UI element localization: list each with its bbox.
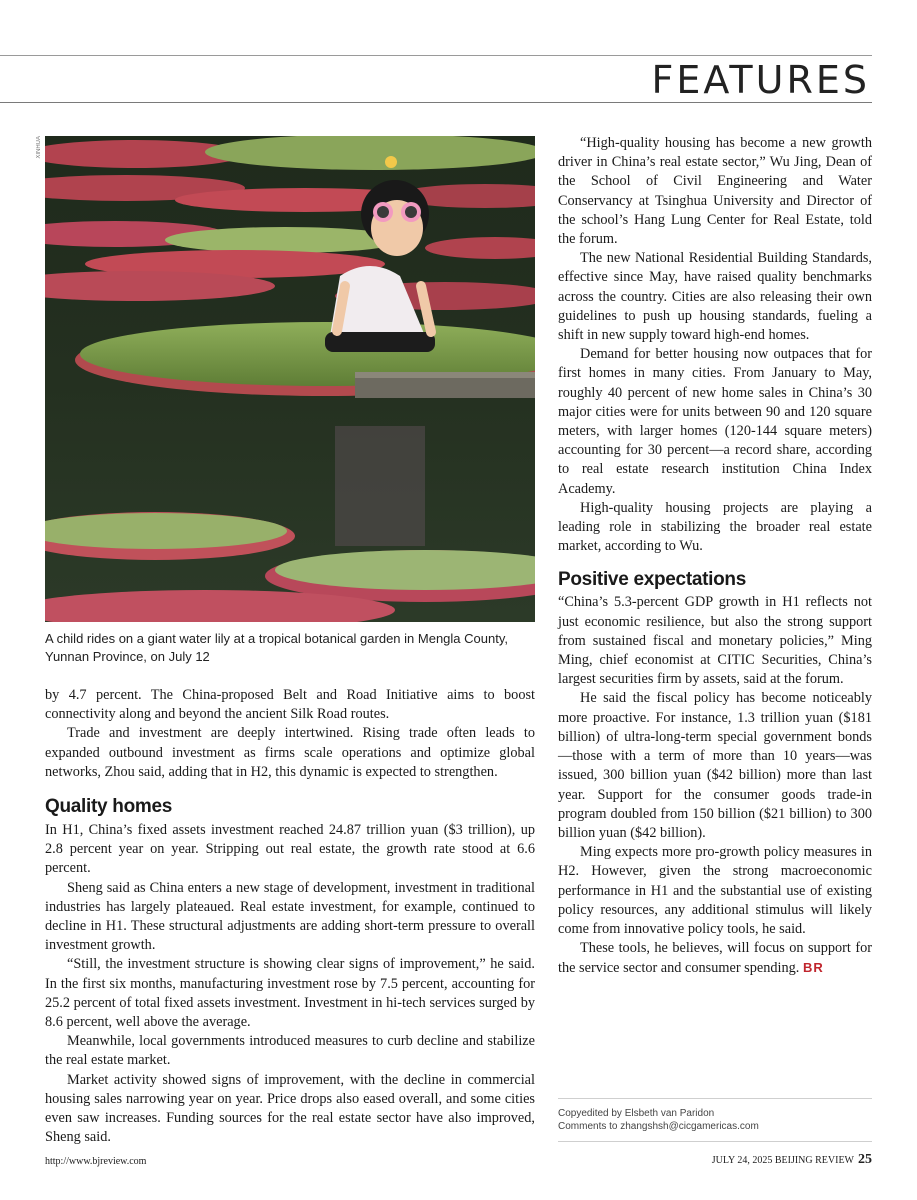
paragraph: Market activity showed signs of improvement, with the decline in commercial housing sales narrowing year on year. Price drops also eased overall, and some cities even saw increases. Funding sources for the real estate sector have also improved, Sheng said. (45, 1071, 535, 1146)
section-heading-quality-homes: Quality homes (45, 796, 173, 818)
left-column (45, 686, 535, 1147)
footer-url[interactable]: http://www.bjreview.com (45, 1156, 147, 1167)
paragraph-text: These tools, he believes, will focus on support for the service sector and consumer spending. (558, 940, 872, 977)
section-heading-positive-expectations: Positive expectations (558, 569, 746, 591)
paragraph: Trade and investment are deeply intertwined. Rising trade often leads to expanded outbound investment as firms scale operations and optimize global networks, Zhou said, adding that in H2, this dynamic is expected to strengthen. (45, 725, 535, 780)
photo-credit: XINHUA (36, 136, 42, 159)
paragraph: He said the fiscal policy has become noticeably more proactive. For instance, 1.3 trillion yuan ($181 billion) of ultra-long-term special government bonds—those with a term of more than 10 years—was issued, 300 billion yuan ($42 billion) more than last year. Support for the consumer goods trade-in program doubled from 150 billion ($21 billion) to 300 billion yuan ($42 billion). (558, 690, 872, 841)
copyedit-box (558, 1098, 872, 1142)
right-column (558, 134, 872, 979)
photo-caption: A child rides on a giant water lily at a tropical botanical garden in Mengla County, Yunnan Province, on July 12 (45, 631, 508, 664)
page-number: 25 (858, 1152, 872, 1167)
top-rule (0, 55, 872, 56)
issue-date: JULY 24, 2025 BEIJING REVIEW (711, 1155, 854, 1166)
paragraph: Ming expects more pro-growth policy measures in H2. However, given the strong macroeconomic performance in H1 and the substantial use of existing policy resources, any additional stimulus will likely come from innovative policy tools, he said. (558, 844, 872, 937)
paragraph-final (558, 939, 872, 978)
paragraph: In H1, China’s fixed assets investment reached 24.87 trillion yuan ($3 trillion), up 2.8 percent year on year. Stripping out real estate, the growth rate stood at 6.6 percent. (45, 822, 535, 877)
paragraph: The new National Residential Building Standards, effective since May, have raised quality benchmarks across the country. Cities are also releasing their own guidelines to push up housing standards, fueling a shift in new supply toward high-end homes. (558, 250, 872, 344)
paragraph: Demand for better housing now outpaces that for first homes in many cities. From January to May, roughly 40 percent of new home sales in China’s 30 major cities were for units between 90 and 120 square meters, with larger homes (120-144 square meters) accounting for 30 percent—a record share, according to real estate research institution China Index Academy. (558, 346, 872, 497)
end-mark: BR (802, 960, 824, 976)
paragraph: “High-quality housing has become a new growth driver in China’s real estate sector,” Wu Jing, Dean of the School of Civil Engineering and Water Conservancy at Tsinghua University and Director of the school’s Hang Lung Center for Real Estate, told the forum. (558, 135, 872, 248)
comments-email: Comments to zhangshsh@cicgamericas.com (558, 1121, 759, 1132)
paragraph: “China’s 5.3-percent GDP growth in H1 reflects not just economic resilience, but also the strong support from sustained fiscal and monetary policies,” Ming Ming, chief economist at CITIC Securities, China’s largest securities firm by assets, said at the forum. (558, 594, 872, 688)
water-lily-photo (45, 136, 535, 622)
paragraph: High-quality housing projects are playing a leading role in stabilizing the broader real estate market, according to Wu. (558, 499, 872, 555)
paragraph: by 4.7 percent. The China-proposed Belt and Road Initiative aims to boost connectivity along and beyond the ancient Silk Road routes. (45, 687, 535, 723)
paragraph: Sheng said as China enters a new stage of development, investment in traditional industries has largely plateaued. Real estate investment, for example, continued to decline in H1. These structural adjustments are adding short-term pressure to overall investment growth. (45, 879, 535, 954)
paragraph: “Still, the investment structure is showing clear signs of improvement,” he said. In the first six months, manufacturing investment rose by 7.5 percent, accounting for 25.2 percent of total fixed assets investment. Investment in hi-tech services surged by 8.6 percent, well above the average. (45, 956, 535, 1031)
section-title: FEATURES (651, 58, 870, 102)
paragraph: Meanwhile, local governments introduced measures to curb decline and stabilize the real estate market. (45, 1033, 535, 1069)
footer-issue (712, 1152, 872, 1168)
copyedit-credit: Copyedited by Elsbeth van Paridon (558, 1108, 715, 1119)
feature-photo (45, 136, 535, 622)
header-rule (0, 102, 872, 103)
